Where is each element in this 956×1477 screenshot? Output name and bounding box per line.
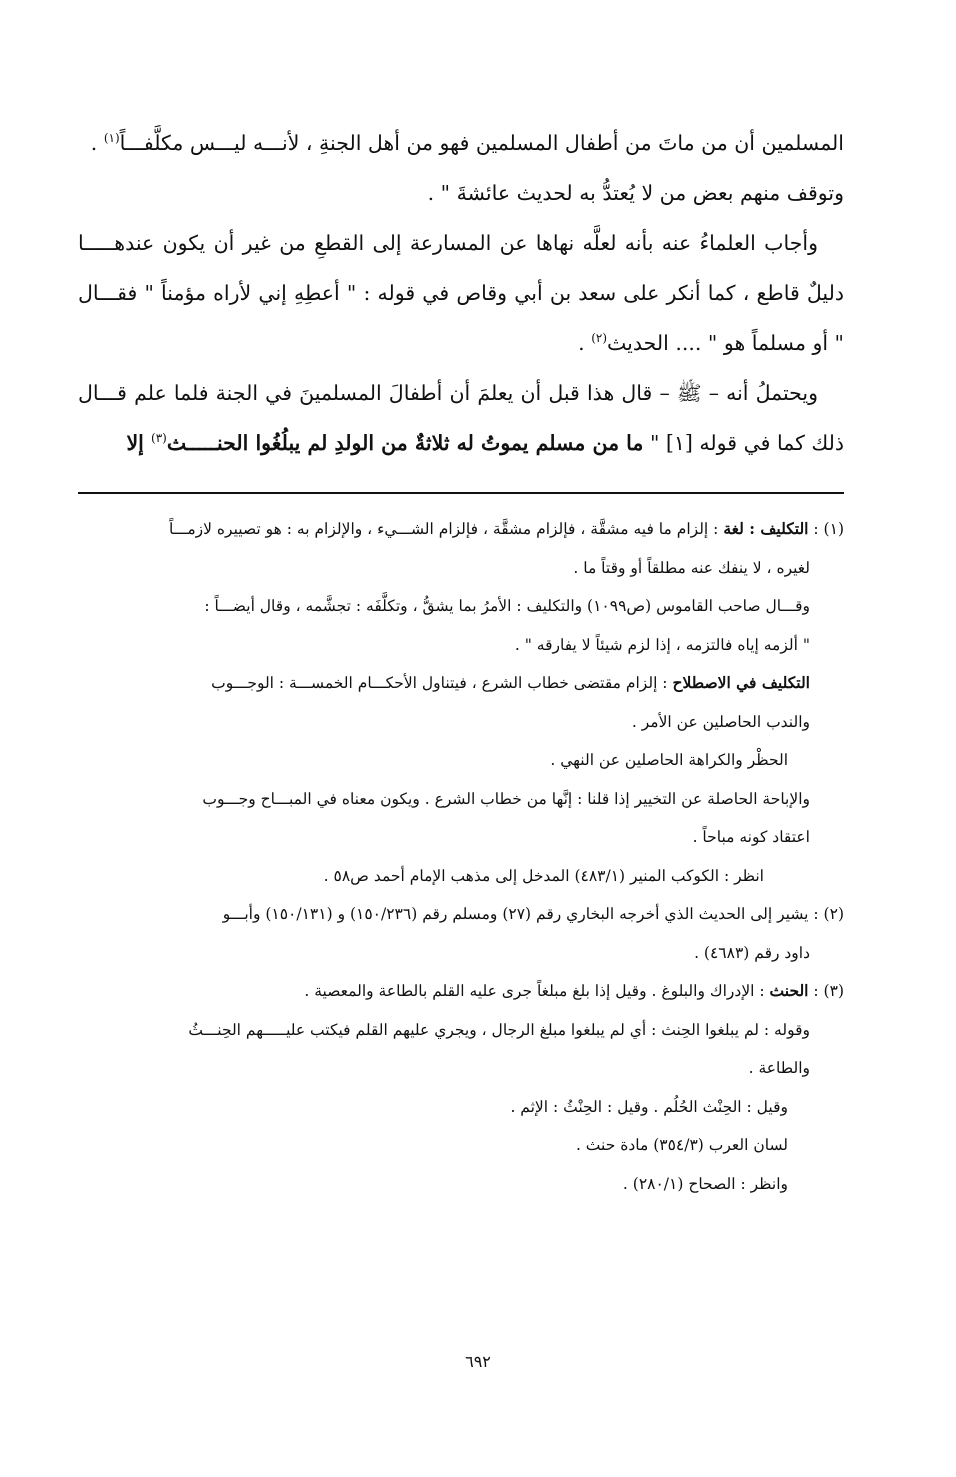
footnote-ref-1[interactable]: (١) xyxy=(103,131,120,146)
footnote-line: " ألزمه إياه فالتزمه ، إذا لزم شيئاً لا يفارقه " . xyxy=(514,635,810,654)
footnotes xyxy=(78,510,844,1203)
main-paragraph-4 xyxy=(78,368,844,468)
footnote-number: (١) : xyxy=(808,520,844,538)
footnote-line: والندب الحاصلين عن الأمر . xyxy=(631,712,810,731)
footnote-line: الحظْر والكراهة الحاصلين عن النهي . xyxy=(550,751,788,769)
main-paragraph-3 xyxy=(78,218,844,368)
footnote-source: وانظر : الصحاح (٢٨٠/١) . xyxy=(622,1174,788,1193)
main-paragraph-2: وتوقف منهم بعض من لا يُعتدُّ به لحديث عائشةَ " . xyxy=(427,181,844,205)
main-text xyxy=(78,118,844,468)
footnote-line: داود رقم (٤٦٨٣) . xyxy=(694,943,810,962)
footnote-line: اعتقاد كونه مباحاً . xyxy=(692,828,810,846)
footnote-separator xyxy=(78,492,844,494)
text-run: . xyxy=(578,331,592,355)
text-run: : إلزام ما فيه مشقَّة ، فإلزام مشقَّة ، فإلزام الشـــيء ، والإلزام به : هو تصييره لازمـــاً xyxy=(169,520,724,538)
footnote-number: (٣) : xyxy=(808,982,844,1000)
text-run: . xyxy=(90,131,104,155)
footnote-3 xyxy=(78,972,844,1011)
footnote-source: انظر : الكوكب المنير (٤٨٣/١) المدخل إلى مذهب الإمام أحمد ص٥٨ . xyxy=(323,866,764,885)
footnote-2: (٢) : يشير إلى الحديث الذي أخرجه البخاري رقم (٢٧) ومسلم رقم (١٥٠/٢٣٦) و (١٥٠/١٣١) وأبـــو xyxy=(222,905,844,923)
footnote-1 xyxy=(78,510,844,549)
footnote-ref-3[interactable]: (٣) xyxy=(151,431,167,446)
footnote-source: لسان العرب (٣٥٤/٣) مادة حنث . xyxy=(575,1136,788,1154)
footnote-term: التكليف في الاصطلاح xyxy=(672,673,810,692)
footnote-line: والطاعة . xyxy=(748,1059,810,1077)
footnote-term: التكليف : لغة xyxy=(723,519,809,538)
footnote-line: وقيل : الحِنْث الحُلُم . وقيل : الحِنْثُ : الإثم . xyxy=(510,1097,788,1116)
footnote-term: الحنث xyxy=(769,981,809,1000)
footnote-line: لغيره ، لا ينفك عنه مطلقاً أو وقتاً ما . xyxy=(573,558,810,577)
hadith-quote: ما من مسلم يموتُ له ثلاثةٌ من الولدِ لم يبلُغُوا الحنـــــث xyxy=(166,431,644,455)
text-run: : الإدراك والبلوغ . وقيل إذا بلغ مبلغاً جرى عليه القلم بالطاعة والمعصية . xyxy=(304,982,770,1000)
text-run: ويحتملُ أنه – ﷺ – قال هذا قبل أن يعلمَ أن أطفالَ المسلمينَ في الجنة فلما علم قـــال ذلك كما في قوله [١] " xyxy=(78,381,844,455)
footnote-line xyxy=(78,664,844,703)
text-run: وأجاب العلماءُ عنه بأنه لعلَّه نهاها عن المسارعة إلى القطعِ من غير أن يكون عندهـــــا دليلٌ قاطع ، كما أنكر على سعد بن أبي وقاص في قوله : " أعطِهِ إني لأراه مؤمناً " فقـــال " أو مسلماً هو " .... الحديث xyxy=(78,231,844,355)
footnote-ref-2[interactable]: (٢) xyxy=(591,331,608,346)
page-body xyxy=(78,118,844,1203)
main-paragraph-1 xyxy=(78,118,844,168)
text-run: إلا xyxy=(126,431,151,455)
footnote-line: والإباحة الحاصلة عن التخيير إذا قلنا : إنَّها من خطاب الشرع . ويكون معناه في المبـــاح وجـــوب xyxy=(202,789,810,808)
footnote-line: وقـــال صاحب القاموس (ص١٠٩٩) والتكليف : الأمرُ بما يشقُّ ، وتكلَّفَه : تجشَّمه ، وقال أيضـــاً : xyxy=(204,597,810,615)
footnote-line: وقوله : لم يبلغوا الحِنث : أي لم يبلغوا مبلغ الرجال ، ويجري عليهم القلم فيكتب عليـــــهم الحِنـــثُ xyxy=(188,1020,810,1039)
text-run: المسلمين أن من ماتَ من أطفال المسلمين فهو من أهل الجنةِ ، لأنـــه ليـــس مكلَّفـــاً xyxy=(119,131,844,155)
text-run: : إلزام مقتضى خطاب الشرع ، فيتناول الأحكـــام الخمســـة : الوجـــوب xyxy=(211,674,673,692)
page-number: ٦٩٢ xyxy=(465,1352,491,1371)
